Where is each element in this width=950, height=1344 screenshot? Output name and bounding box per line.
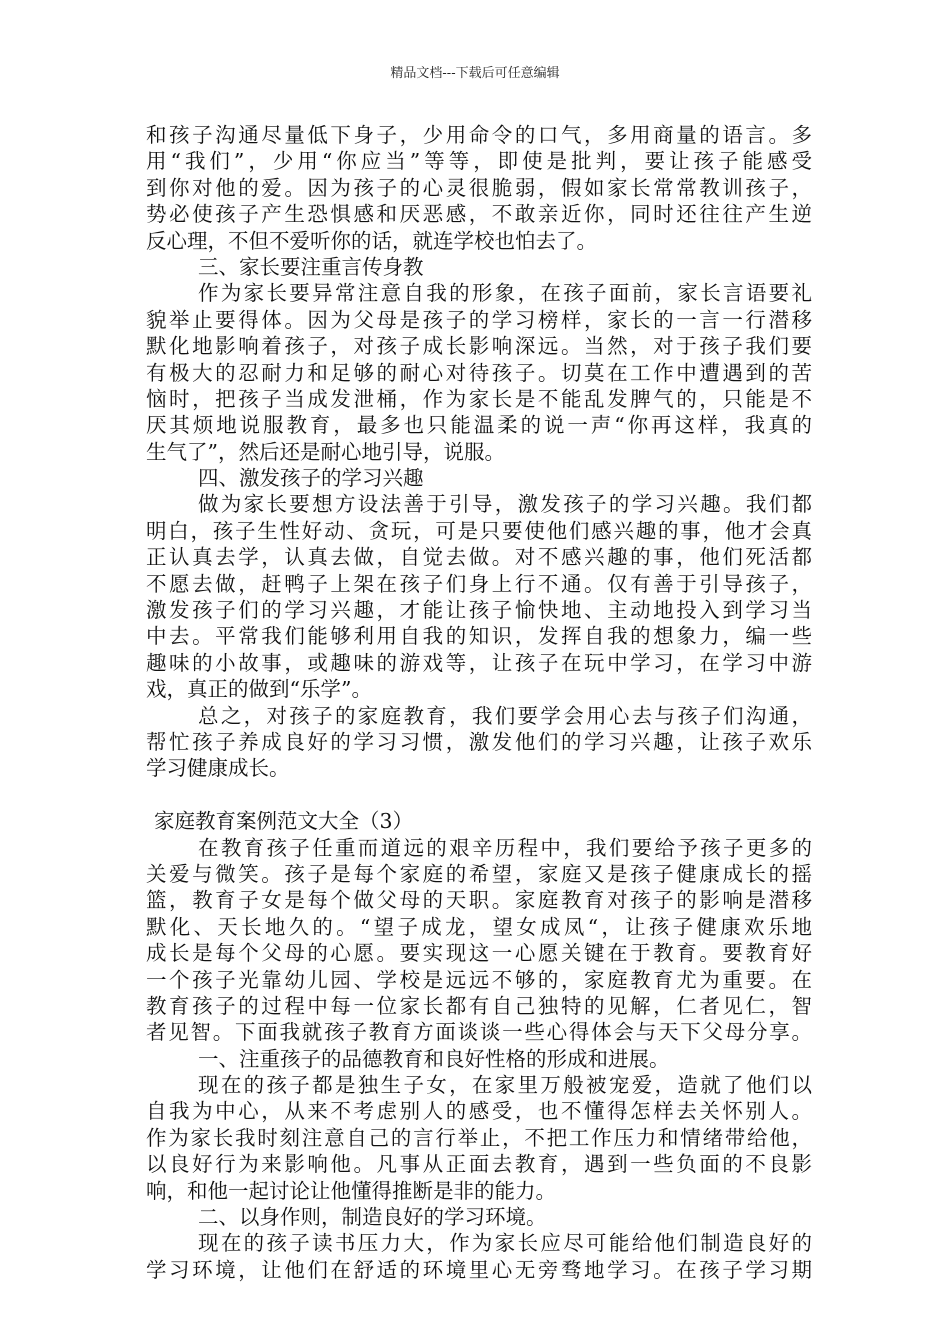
- text-line: 用“我们”，少用“你应当”等等，即使是批判，要让孩子能感受: [146, 149, 812, 174]
- text-line: 正认真去学，认真去做，自觉去做。对不感兴趣的事，他们死活都: [146, 545, 812, 570]
- text-line: 不愿去做，赶鸭子上架在孩子们身上行不通。仅有善于引导孩子，: [146, 571, 812, 596]
- text-line: 默化、天长地久的。“望子成龙，望女成凤“，让孩子健康欢乐地: [146, 914, 812, 939]
- text-line: 帮忙孩子养成良好的学习习惯，激发他们的学习兴趣，让孩子欢乐: [146, 729, 812, 754]
- text-line: 关爱与微笑。孩子是每个家庭的希望，家庭又是孩子健康成长的摇: [146, 861, 812, 886]
- text-line: 学习健康成长。: [146, 756, 290, 781]
- text-line: 厌其烦地说服教育，最多也只能温柔的说一声“你再这样，我真的: [146, 413, 812, 438]
- text-line: 以良好行为来影响他。凡事从正面去教育，遇到一些负面的不良影: [146, 1152, 812, 1177]
- text-line: 中去。平常我们能够利用自我的知识，发挥自我的想象力，编一些: [146, 624, 812, 649]
- text-line: 总之，对孩子的家庭教育，我们要学会用心去与孩子们沟通，: [198, 703, 812, 728]
- text-line: 恼时，把孩子当成发泄桶，作为家长是不能乱发脾气的，只能是不: [146, 386, 812, 411]
- text-line: 者见智。下面我就孩子教育方面谈谈一些心得体会与天下父母分享。: [146, 1020, 812, 1045]
- text-line: 到你对他的爱。因为孩子的心灵很脆弱，假如家长常常教训孩子，: [146, 175, 812, 200]
- text-line: 在教育孩子任重而道远的艰辛历程中，我们要给予孩子更多的: [198, 835, 812, 860]
- paragraph-gap: [146, 782, 812, 808]
- text-line: 二、以身作则，制造良好的学习环境。: [198, 1205, 547, 1230]
- text-line: 四、激发孩子的学习兴趣: [198, 466, 424, 491]
- text-line: 貌举止要得体。因为父母是孩子的学习榜样，家长的一言一行潜移: [146, 307, 812, 332]
- text-line: 学习环境，让他们在舒适的环境里心无旁骛地学习。在孩子学习期: [146, 1257, 812, 1282]
- document-body: [146, 122, 812, 1283]
- text-line: 一、注重孩子的品德教育和良好性格的形成和进展。: [198, 1046, 670, 1071]
- text-line: 篮，教育子女是每个做父母的天职。家庭教育对孩子的影响是潜移: [146, 888, 812, 913]
- text-line: 趣味的小故事，或趣味的游戏等，让孩子在玩中学习，在学习中游: [146, 650, 812, 675]
- section-title: 家庭教育案例范文大全（3）: [154, 809, 414, 834]
- text-line: 一个孩子光靠幼儿园、学校是远远不够的，家庭教育尤为重要。在: [146, 967, 812, 992]
- text-line: 响，和他一起讨论让他懂得推断是非的能力。: [146, 1178, 556, 1203]
- text-line: 教育孩子的过程中每一位家长都有自己独特的见解，仁者见仁，智: [146, 993, 812, 1018]
- text-line: 自我为中心，从来不考虑别人的感受，也不懂得怎样去关怀别人。: [146, 1099, 812, 1124]
- text-line: 作为家长要异常注意自我的形象，在孩子面前，家长言语要礼: [198, 281, 812, 306]
- text-line: 势必使孩子产生恐惧感和厌恶感，不敢亲近你，同时还往往产生逆: [146, 202, 812, 227]
- text-line: 现在的孩子读书压力大，作为家长应尽可能给他们制造良好的: [198, 1231, 812, 1256]
- text-line: 明白，孩子生性好动、贪玩，可是只要使他们感兴趣的事，他才会真: [146, 518, 812, 543]
- text-line: 戏，真正的做到“乐学”。: [146, 677, 372, 702]
- text-line: 有极大的忍耐力和足够的耐心对待孩子。切莫在工作中遭遇到的苦: [146, 360, 812, 385]
- text-line: 默化地影响着孩子，对孩子成长影响深远。当然，对于孩子我们要: [146, 334, 812, 359]
- text-line: 成长是每个父母的心愿。要实现这一心愿关键在于教育。要教育好: [146, 941, 812, 966]
- text-line: 现在的孩子都是独生子女，在家里万般被宠爱，造就了他们以: [198, 1073, 812, 1098]
- text-line: 反心理，不但不爱听你的话，就连学校也怕去了。: [146, 228, 597, 253]
- text-line: 激发孩子们的学习兴趣，才能让孩子愉快地、主动地投入到学习当: [146, 598, 812, 623]
- text-line: 和孩子沟通尽量低下身子，少用命令的口气，多用商量的语言。多: [146, 123, 812, 147]
- text-line: 生气了”，然后还是耐心地引导，说服。: [146, 439, 505, 464]
- text-line: 做为家长要想方设法善于引导，激发孩子的学习兴趣。我们都: [198, 492, 812, 517]
- page-header: 精品文档---下载后可任意编辑: [390, 66, 560, 81]
- text-line: 作为家长我时刻注意自己的言行举止，不把工作压力和情绪带给他，: [146, 1125, 812, 1150]
- text-line: 三、家长要注重言传身教: [198, 254, 424, 279]
